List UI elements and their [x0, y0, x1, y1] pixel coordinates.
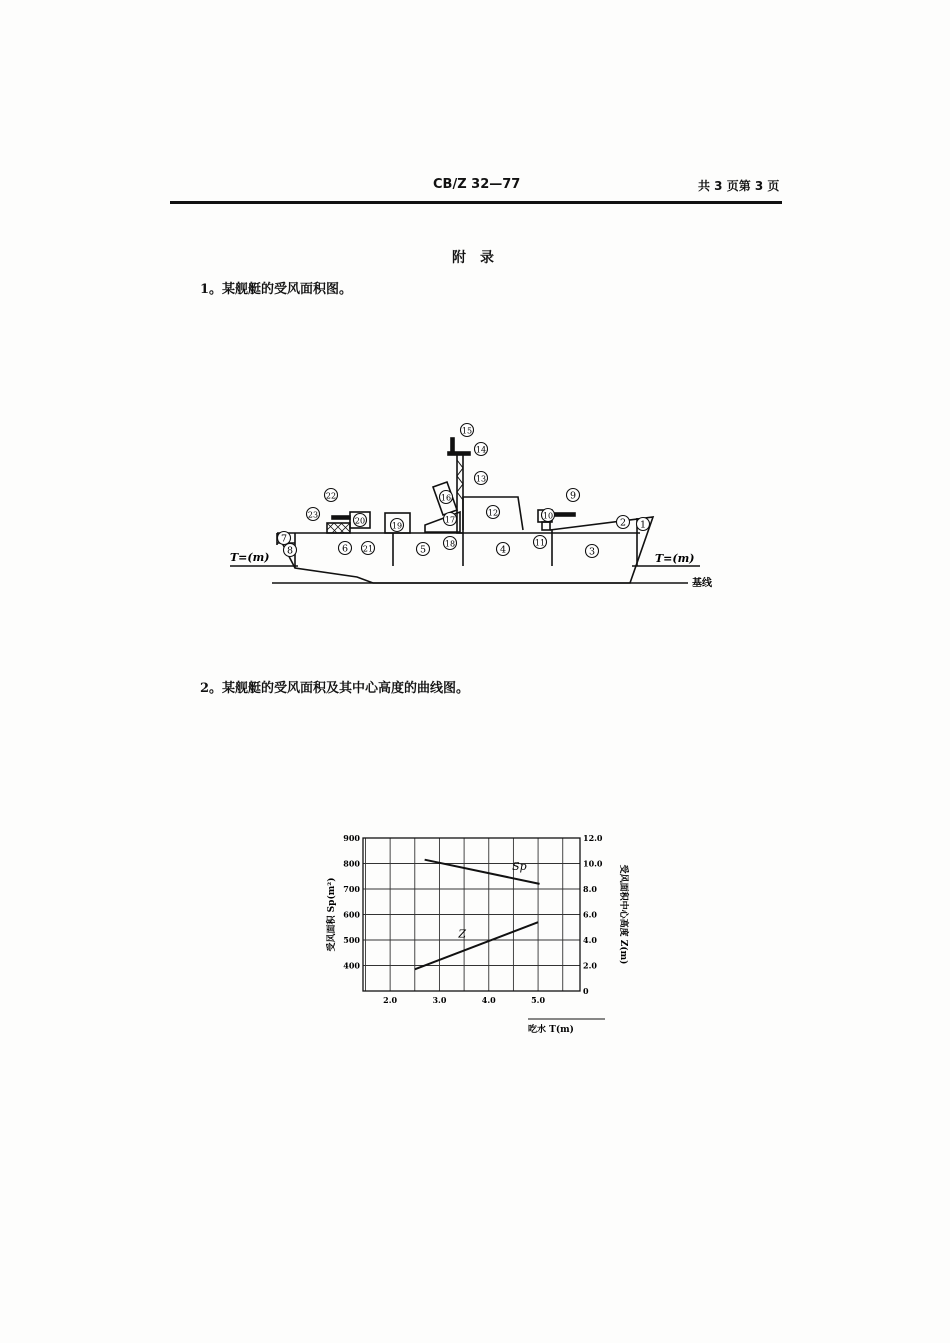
part-label-21 — [362, 542, 375, 555]
y-right-tick-label: 2.0 — [583, 960, 597, 971]
y-left-tick-label: 500 — [343, 935, 360, 945]
part-label-15 — [461, 424, 474, 437]
part-label-1 — [637, 518, 650, 531]
y-right-tick-label: 0 — [583, 986, 589, 996]
part-label-9 — [567, 489, 580, 502]
part-number: 12 — [487, 508, 499, 518]
y-right-tick-label: 10.0 — [583, 858, 603, 869]
y-left-tick-label: 900 — [343, 833, 360, 843]
y-left-tick-label: 600 — [343, 909, 360, 920]
y-left-tick-label: 400 — [343, 960, 360, 971]
part-number: 8 — [286, 545, 294, 557]
part-number: 4 — [499, 544, 507, 556]
part-number: 1 — [639, 519, 647, 531]
part-number: 9 — [569, 490, 577, 502]
part-label-12 — [487, 506, 500, 519]
part-number: 23 — [307, 510, 319, 520]
part-number: 14 — [475, 445, 487, 455]
part-number: 2 — [619, 517, 627, 529]
figure1-caption: 1。某舰艇的受风面积图。 — [200, 282, 353, 297]
part-number: 17 — [444, 515, 456, 525]
series-label-z: Z — [458, 927, 467, 941]
part-number: 13 — [475, 474, 487, 484]
series-line-z — [415, 922, 538, 969]
x-tick-label: 4.0 — [481, 995, 496, 1005]
part-number: 6 — [341, 543, 349, 555]
part-label-19 — [391, 519, 404, 532]
part-number: 21 — [362, 544, 374, 554]
part-number: 20 — [354, 516, 366, 526]
figure2-caption: 2。某舰艇的受风面积及其中心高度的曲线图。 — [200, 681, 470, 696]
wind-area-chart — [300, 820, 640, 1040]
part-number: 11 — [534, 538, 546, 548]
x-tick-label: 2.0 — [383, 995, 398, 1005]
part-label-17 — [444, 513, 457, 526]
part-label-20 — [354, 514, 367, 527]
part-label-23 — [307, 508, 320, 521]
standard-code: CB/Z 32—77 — [433, 177, 521, 192]
part-label-11 — [534, 536, 547, 549]
part-number: 18 — [444, 539, 456, 549]
part-number: 7 — [280, 533, 288, 545]
part-label-7 — [278, 532, 291, 545]
y-left-axis-label: 受风面积 Sp(m²) — [327, 877, 337, 952]
part-label-4 — [497, 543, 510, 556]
part-number: 15 — [461, 426, 473, 436]
part-label-22 — [325, 489, 338, 502]
part-label-3 — [586, 545, 599, 558]
part-label-10 — [542, 509, 555, 522]
y-right-tick-label: 12.0 — [583, 833, 603, 843]
part-number: 5 — [419, 544, 427, 556]
waterline-label-left: T=(m) — [230, 551, 270, 564]
y-left-tick-label: 800 — [343, 858, 360, 869]
part-number: 3 — [588, 546, 596, 558]
part-label-13 — [475, 472, 488, 485]
y-left-tick-label: 700 — [343, 884, 360, 894]
y-right-axis-label: 受风面积中心高度 Z(m) — [618, 864, 628, 965]
appendix-title: 附 录 — [452, 250, 494, 266]
part-number: 22 — [325, 491, 337, 501]
waterline-label-right: T=(m) — [655, 552, 695, 565]
part-number: 16 — [440, 493, 452, 503]
part-number: 10 — [542, 511, 554, 521]
part-label-2 — [617, 516, 630, 529]
part-label-14 — [475, 443, 488, 456]
y-right-tick-label: 6.0 — [583, 909, 597, 920]
part-label-8 — [284, 544, 297, 557]
y-right-tick-label: 8.0 — [583, 884, 597, 894]
x-axis-label: 吃水 T(m) — [528, 1025, 574, 1035]
part-label-16 — [440, 491, 453, 504]
y-right-tick-label: 4.0 — [583, 935, 597, 945]
part-label-5 — [417, 543, 430, 556]
part-number: 19 — [391, 521, 403, 531]
ship-wind-area-diagram — [0, 0, 950, 640]
part-label-18 — [444, 537, 457, 550]
part-label-6 — [339, 542, 352, 555]
page-info: 共 3 页第 3 页 — [698, 179, 780, 193]
series-label-sp: Sp — [512, 859, 527, 873]
x-tick-label: 3.0 — [432, 995, 447, 1005]
baseline-label: 基线 — [692, 578, 712, 589]
x-tick-label: 5.0 — [531, 995, 546, 1005]
